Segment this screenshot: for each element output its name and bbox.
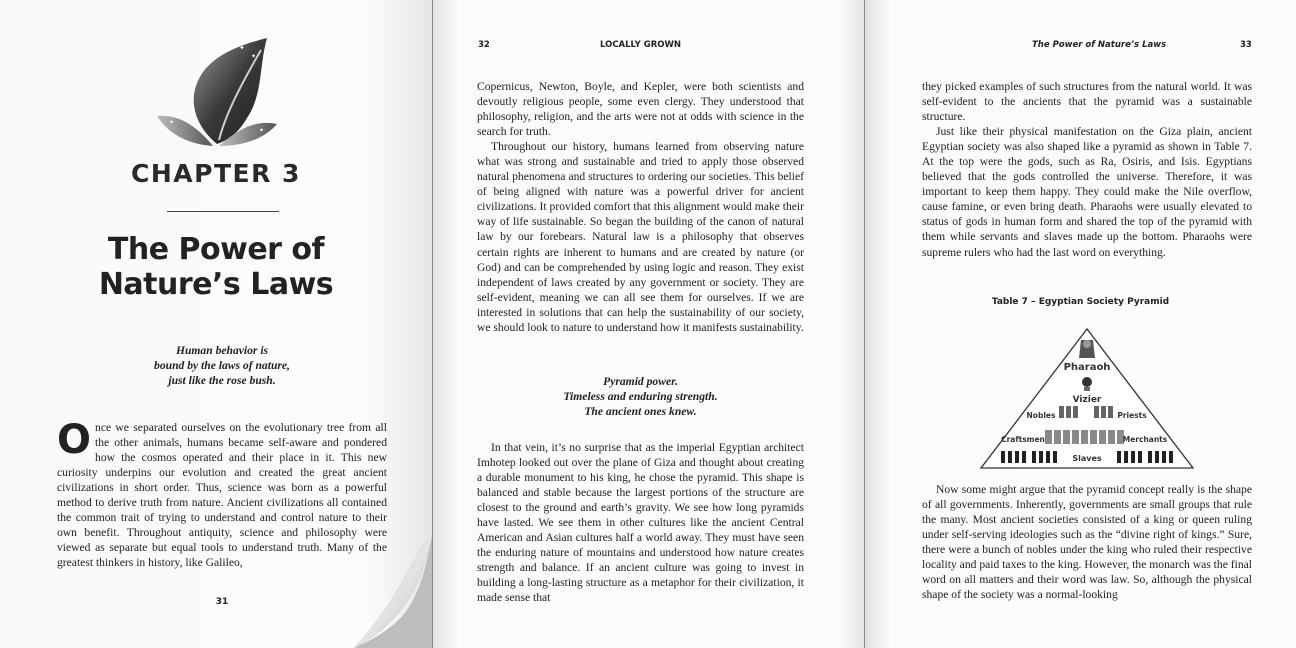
paragraph: Now some might argue that the pyramid concept really is the shape of all governments. Inherently, governments are small groups that rule the many. Most ancient societies consisted of a king or queen ruling under self-serving ideologies such as the “divine right of kings.” Sure, there were a bunch of nobles under the king who ruled their respective locality and paid taxes to the king. However, the monarch was the final word on all matters and their word was law. So, although the physical shape of the society was a normal-looking <box>922 483 1252 602</box>
text-block <box>477 440 804 606</box>
title-line: The Power of <box>107 232 325 267</box>
pharaoh-label: Pharaoh <box>1063 362 1111 373</box>
craftsmen-label: Craftsmen <box>1001 435 1045 444</box>
page-number: 31 <box>215 597 229 607</box>
epigraph <box>0 343 432 388</box>
epigraph <box>477 374 804 419</box>
title-line: Nature’s Laws <box>98 267 334 302</box>
epigraph-line: bound by the laws of nature, <box>154 359 290 372</box>
text-block <box>922 79 1252 260</box>
svg-text:✦: ✦ <box>251 54 257 60</box>
table-caption: Table 7 – Egyptian Society Pyramid <box>991 297 1170 307</box>
page-number: 33 <box>1240 40 1252 50</box>
paragraph: Throughout our history, humans learned from observing nature what was strong and sustainable and tried to apply those observed natural phenomena and structures to ordering our societies. This belief of being aligned with nature was a powerful driver for ancient civilizations. It provided comfort that this alignment would make their way of life sustainable. So began the building of the canon of natural law by our forebears. Natural law is a philosophy that observes certain rights are inherent to humans and are created by nature (or God) and can be comprehended by using logic and reason. They exist independent of laws created by any government or society. They are self-evident, meaning we can all see them for ourselves. If we are interested in solutions that can help the sustainability of our society, we should look to nature to understand how it manifests sustainability. <box>477 140 804 334</box>
egyptian-pyramid-diagram <box>977 326 1197 474</box>
vizier-label: Vizier <box>1072 395 1102 405</box>
nobles-label: Nobles <box>1026 411 1056 420</box>
merchants-label: Merchants <box>1122 435 1168 444</box>
chapter-title <box>0 232 432 302</box>
svg-text:✦: ✦ <box>169 120 175 126</box>
running-head: The Power of Nature’s Laws <box>1032 40 1167 50</box>
paragraph: In that vein, it’s no surprise that as the imperial Egyptian architect Imhotep looked out over the plane of Giza and thought about creating a durable monument to his king, he chose the pyramid. This shape is balanced and stable because the largest portions of the structure are closest to the ground and earth’s gravity. We see how long pyramids have lasted. We see them in other cultures like the ancient Central American and Asian cultures half a world away. They must have seen the enduring nature of mountains and understood how nature creates strength and balance. If an ancient culture was going to invest in building a long-lasting structure as a metaphor for their civilization, it made sense that <box>477 441 804 605</box>
right-page <box>865 0 1296 648</box>
epigraph-line: Timeless and enduring strength. <box>563 390 718 403</box>
epigraph-line: Human behavior is <box>175 344 269 357</box>
paragraph: they picked examples of such structures from the natural world. It was self-evident to the ancients that the pyramid was a sustainable structure. <box>922 80 1252 124</box>
page-curl-icon <box>340 536 432 648</box>
paragraph-text: nce we separated ourselves on the evolutionary tree from all the other animals, humans became self-aware and pondered how the cosmos operated and their place in it. This new curiosity underpins our evolution and created the great ancient civilizations in short order. Thus, science was born as a powerful method to derive truth from nature. Ancient civilizations all contained the common trait of trying to understand and control nature to their own benefit. Throughout antiquity, science and philosophy were viewed as separate but equal tools to understand truth. Many of the greatest thinkers in history, like Galileo, <box>57 421 387 570</box>
lotus-leaf-icon <box>155 36 277 154</box>
priests-label: Priests <box>1117 411 1147 420</box>
pharaoh-figure-icon <box>1079 340 1095 358</box>
drop-cap: O <box>57 417 92 463</box>
middle-page <box>433 0 864 648</box>
svg-text:✦: ✦ <box>259 128 265 134</box>
slaves-label: Slaves <box>1072 454 1102 463</box>
epigraph-line: The ancient ones knew. <box>584 405 697 418</box>
running-head: LOCALLY GROWN <box>599 40 681 50</box>
svg-text:✦: ✦ <box>239 44 245 52</box>
paragraph: Copernicus, Newton, Boyle, and Kepler, were both scientists and devoutly religious people, some even clergy. They understood that philosophy, religion, and the arts were not at odds with science in the search for truth. <box>477 80 804 139</box>
opening-paragraph <box>57 417 387 570</box>
craftsmen-figures-icon <box>1045 430 1124 444</box>
page-number: 32 <box>478 40 490 50</box>
epigraph-line: Pyramid power. <box>603 375 678 388</box>
left-page <box>0 0 432 648</box>
text-block <box>922 482 1252 602</box>
paragraph: Just like their physical manifestation on the Giza plain, ancient Egyptian society was also shaped like a pyramid as shown in Table 7. At the top were the gods, such as Ra, Osiris, and Isis. Egyptians believed that the gods controlled the universe. Therefore, it was important to keep them happy. They could make the Nile overflow, cause famine, or even bring death. Pharaohs were usually elevated to status of gods in human form and shared the top of the pyramid with them while servants and slaves made up the bottom. Pharaohs were supreme rulers who had the last word on everything. <box>922 125 1252 259</box>
epigraph-line: just like the rose bush. <box>168 374 276 387</box>
divider <box>167 211 279 212</box>
chapter-label: CHAPTER 3 <box>131 159 301 188</box>
text-block <box>477 79 804 335</box>
